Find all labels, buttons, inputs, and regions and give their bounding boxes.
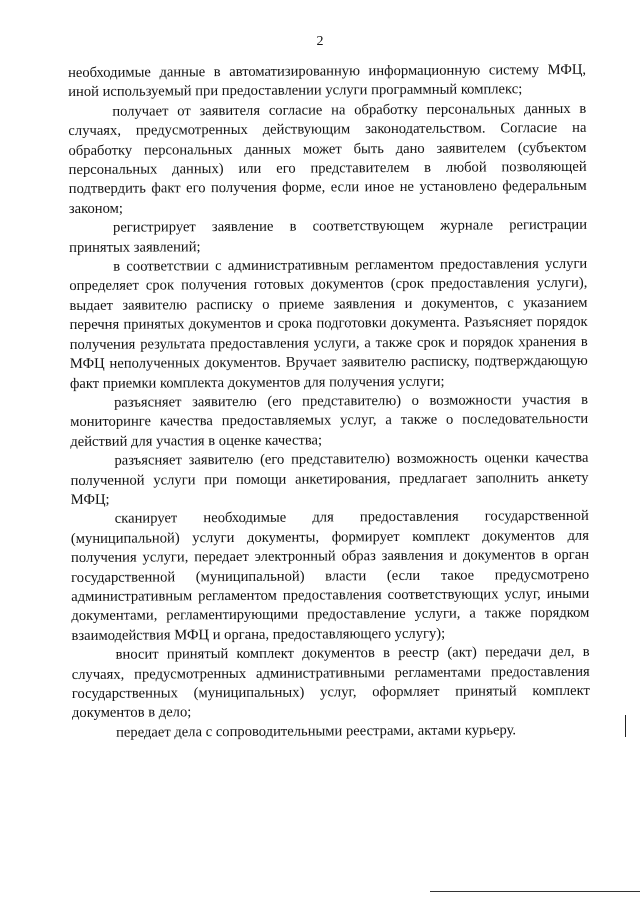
paragraph-scanning: сканирует необходимые для предоставления государственной (муниципальной) услуги документы, формирует комплект документов для получения услуги, передает электронный образ заявления и документов в орган государственной (муниципальной) власти (если такое предусмотрено административным регламентом предоставления соответствующих услуг, иными документами, регламентирующими предоставление услуги, а также порядком взаимодействия МФЦ и органа, предоставляющего услугу);: [70, 508, 590, 644]
scan-margin-mark: [625, 715, 626, 737]
page-number: 2: [316, 34, 324, 49]
paragraph-consent: получает от заявителя согласие на обработку персональных данных в случаях, предусмотренных действующим законодательством. Согласие на обработку персональных данных может быть дано заявителем (субъектом персональных данных) или его представителем в любой позволяющей подтвердить факт его получения форме, если иное не установлено федеральным законом;: [68, 100, 587, 217]
document-body: [68, 61, 590, 743]
paragraph-register: регистрирует заявление в соответствующем журнале регистрации принятых заявлений;: [69, 217, 588, 256]
scan-bottom-edge-line: [430, 891, 640, 892]
paragraph-deadline: в соответствии с административным регламентом предоставления услуги определяет срок получения готовых документов (срок предоставления услуги), выдает заявителю расписку о приеме заявления и документов, с указанием перечня принятых документов и срока подготовки документа. Разъясняет порядок получения результата предоставления услуги, а также срок и порядок хранения в МФЦ неполученных документов. Вручает заявителю расписку, подтверждающую факт приемки комплекта документов для получения услуги;: [69, 255, 588, 392]
paragraph-survey: разъясняет заявителю (его представителю) возможность оценки качества полученной услуги при помощи анкетирования, предлагает заполнить анкету МФЦ;: [70, 449, 589, 508]
paragraph-registry: вносит принятый комплект документов в реестр (акт) передачи дел, в случаях, предусмотренных административными регламентами предоставления государственных (муниципальных) услуг, оформляет принятый комплект документов в дело;: [71, 644, 590, 722]
paragraph-continuation: необходимые данные в автоматизированную информационную систему МФЦ, иной используемый при предоставлении услуги программный комплекс;: [68, 61, 587, 101]
paragraph-courier: передает дела с сопроводительными реестрами, актами курьеру.: [116, 722, 517, 741]
paragraph-monitoring: разъясняет заявителю (его представителю) о возможности участия в мониторинге качества предоставляемых услуг, а также о последовательности действий для участия в оценке качества;: [70, 391, 589, 450]
